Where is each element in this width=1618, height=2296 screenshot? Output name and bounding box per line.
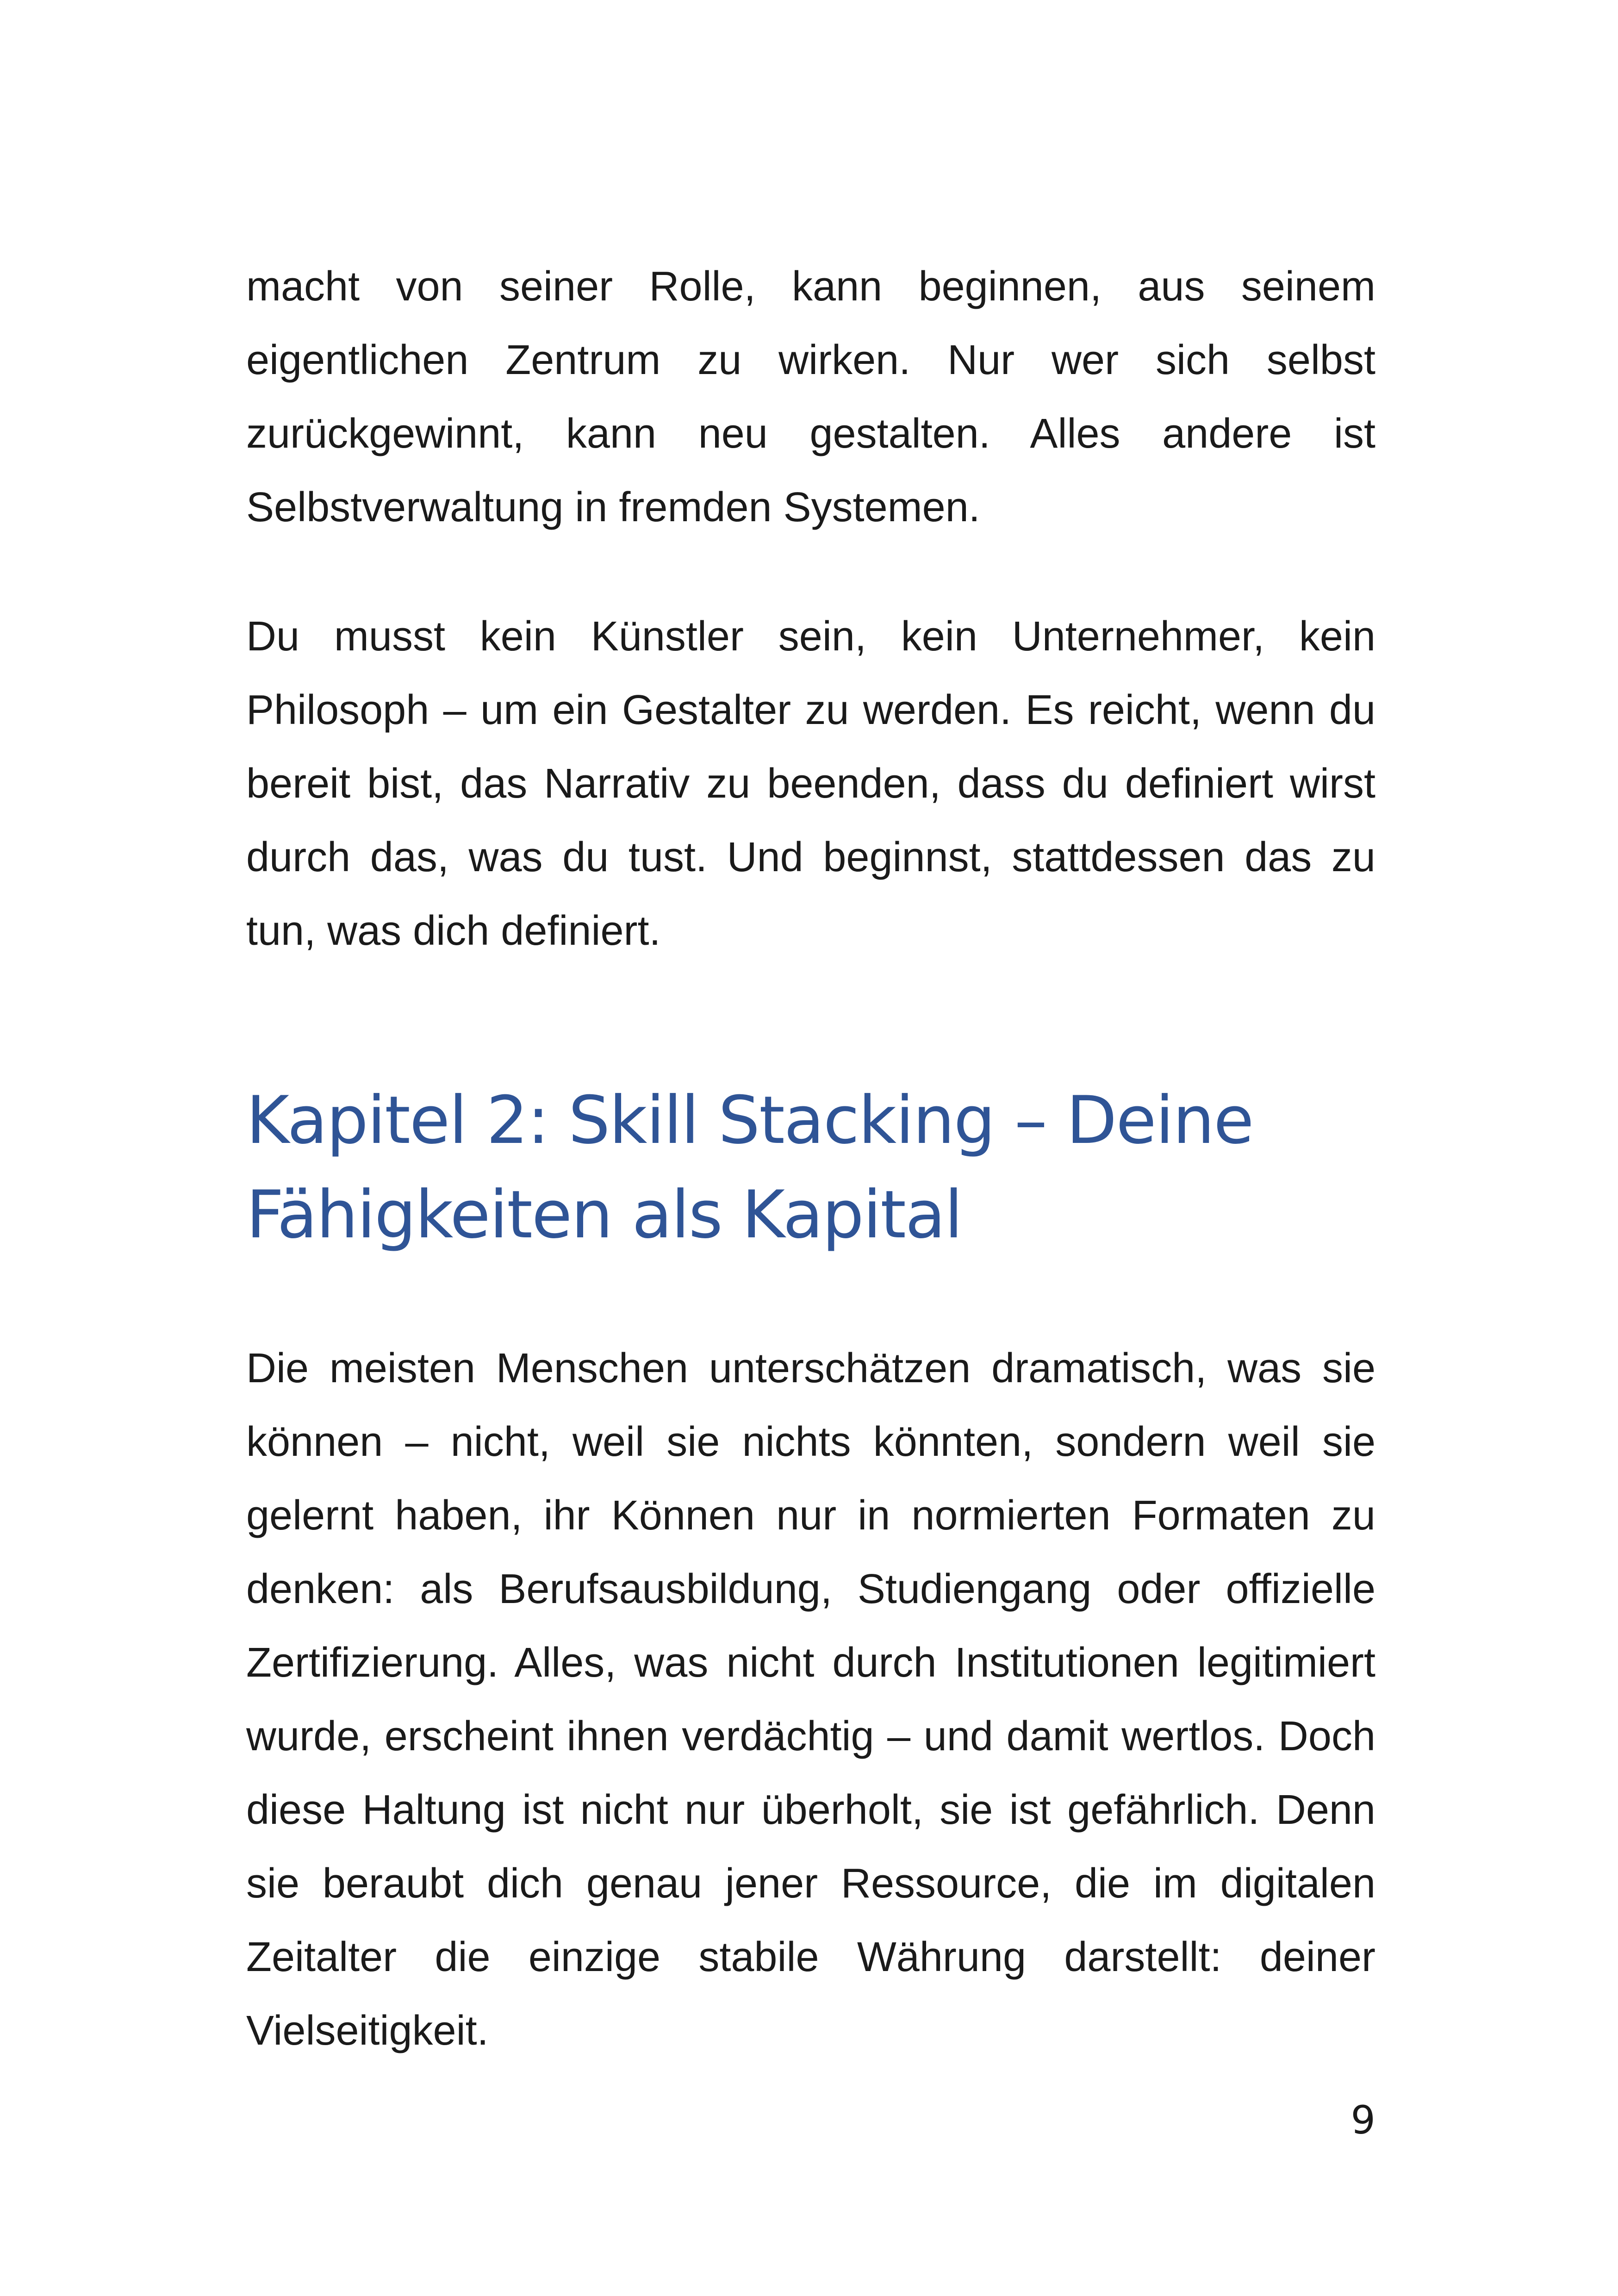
paragraph-2: Du musst kein Künstler sein, kein Unternehmer, kein Philosoph – um ein Gestalter zu werden. Es reicht, wenn du bereit bist, das Narrativ zu beenden, dass du definiert wirst durch das, was du tust. Und beginnst, stattdessen das zu tun, was dich definiert. xyxy=(246,613,1375,954)
paragraph-1: macht von seiner Rolle, kann beginnen, aus seinem eigentlichen Zentrum zu wirken. Nur wer sich selbst zurückgewinnt, kann neu gestalten. Alles andere ist Selbstverwaltung in fremden Systemen. xyxy=(246,263,1375,530)
page-content xyxy=(246,250,1375,2068)
page-number: 9 xyxy=(1350,2097,1375,2143)
paragraph-3: Die meisten Menschen unterschätzen dramatisch, was sie können – nicht, weil sie nichts könnten, sondern weil sie gelernt haben, ihr Können nur in normierten Formaten zu denken: als Berufsausbildung, Studiengang oder offizielle Zertifizierung. Alles, was nicht durch Institutionen legitimiert wurde, erscheint ihnen verdächtig – und damit wertlos. Doch diese Haltung ist nicht nur überholt, sie ist gefährlich. Denn sie beraubt dich genau jener Ressource, die im digitalen Zeitalter die einzige stabile Währung darstellt: deiner Vielseitigkeit. xyxy=(246,1345,1375,2054)
chapter-heading: Kapitel 2: Skill Stacking – Deine Fähigkeiten als Kapital xyxy=(246,1082,1253,1253)
